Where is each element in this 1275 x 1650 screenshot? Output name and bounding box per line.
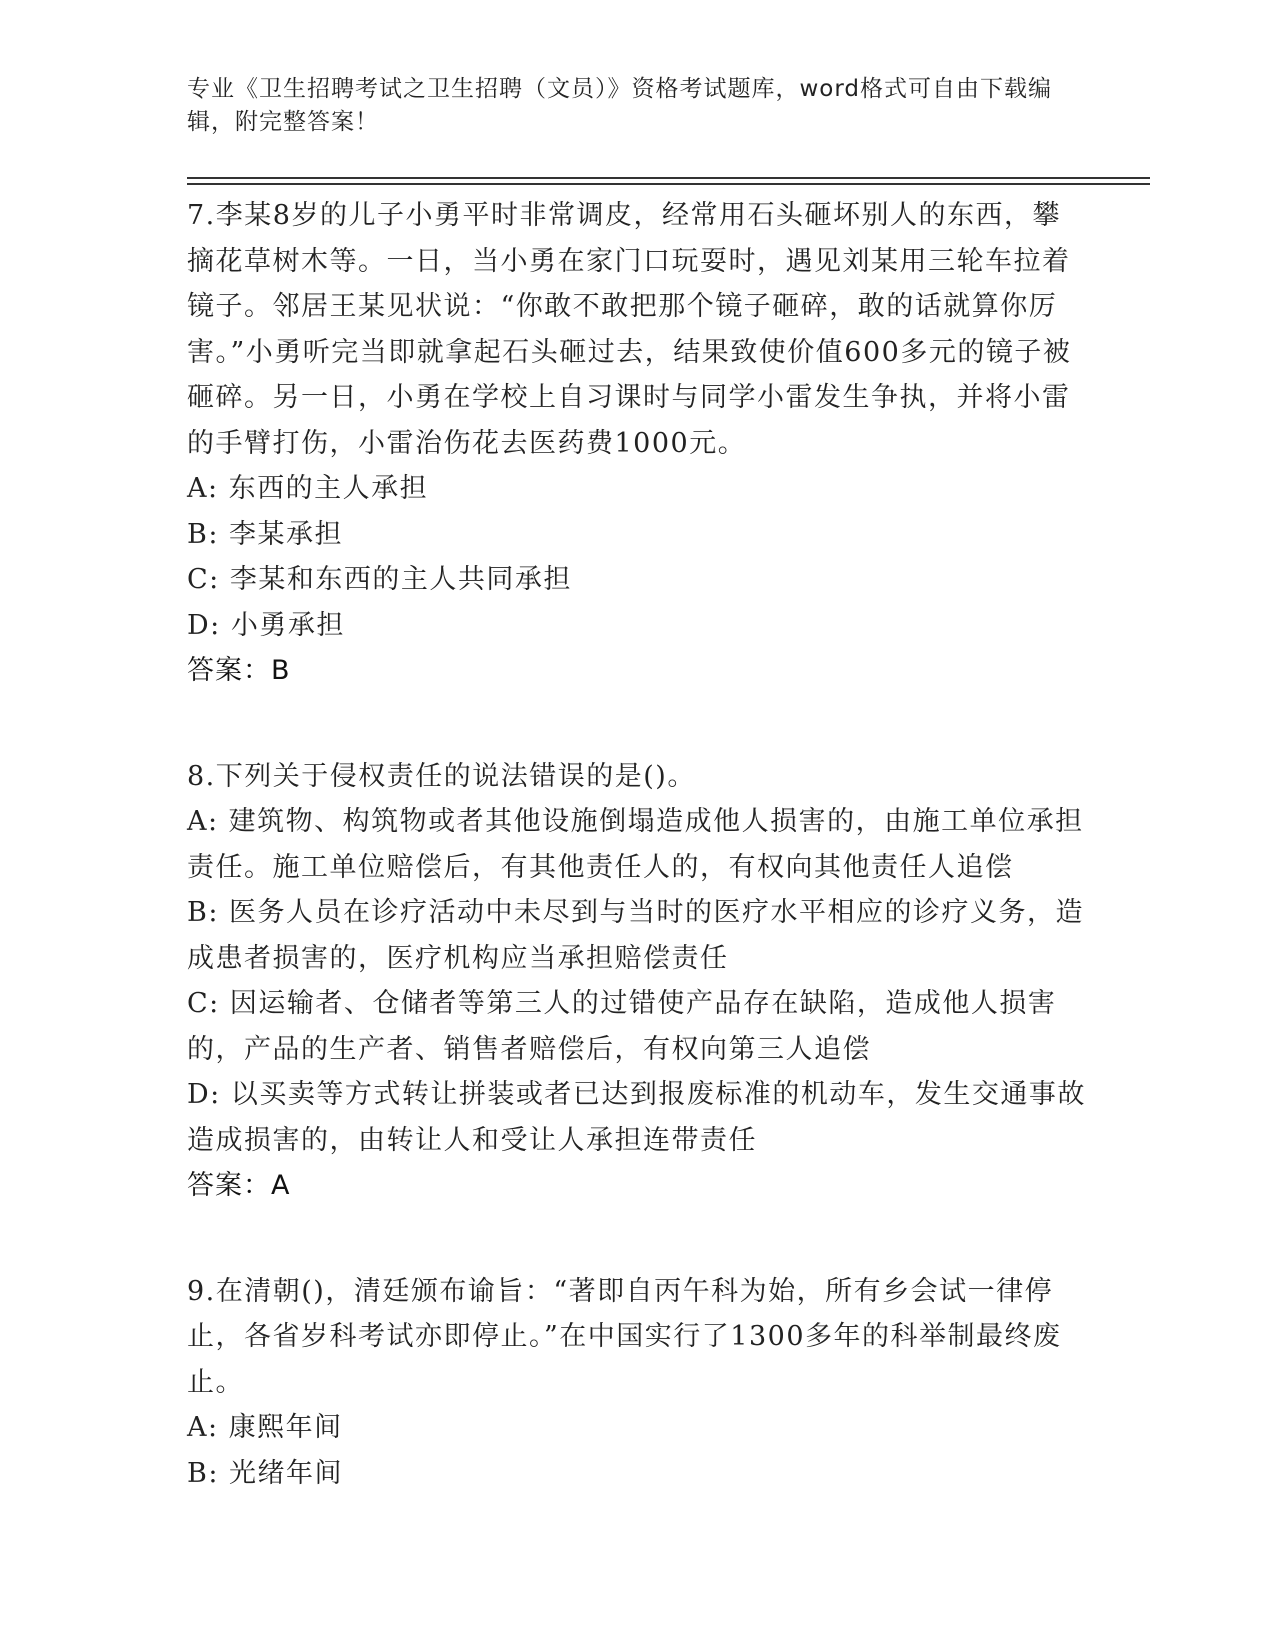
option-a: A: 建筑物、构筑物或者其他设施倒塌造成他人损害的，由施工单位承担责任。施工单位赔偿后，有其他责任人的，有权向其他责任人追偿 <box>187 806 1084 883</box>
question-stem: 8.下列关于侵权责任的说法错误的是()。 <box>187 760 696 792</box>
option-c: C: 李某和东西的主人共同承担 <box>187 564 572 595</box>
header-divider-bottom <box>187 183 1150 185</box>
answer-label: 答案：B <box>187 655 291 686</box>
header-divider-top <box>187 177 1150 179</box>
question-stem: 7.李某8岁的儿子小勇平时非常调皮，经常用石头砸坏别人的东西，攀摘花草树木等。一日，当小勇在家门口玩耍时，遇见刘某用三轮车拉着镜子。邻居王某见状说：“你敢不敢把那个镜子砸碎，敢的话就算你厉害。”小勇听完当即就拿起石头砸过去，结果致使价值600多元的镜子被砸碎。另一日，小勇在学校上自习课时与同学小雷发生争执，并将小雷的手臂打伤，小雷治伤花去医药费1000元。 <box>187 200 1072 459</box>
option-d: D: 小勇承担 <box>187 609 345 641</box>
option-b: B: 李某承担 <box>187 518 344 550</box>
question-8 <box>187 754 1087 1209</box>
option-a: A: 康熙年间 <box>187 1412 343 1443</box>
option-b: B: 医务人员在诊疗活动中未尽到与当时的医疗水平相应的诊疗义务，造成患者损害的，医疗机构应当承担赔偿责任 <box>187 897 1085 974</box>
option-b: B: 光绪年间 <box>187 1457 344 1489</box>
option-a: A: 东西的主人承担 <box>187 473 429 504</box>
question-7 <box>187 193 1087 694</box>
option-c: C: 因运输者、仓储者等第三人的过错使产品存在缺陷，造成他人损害的，产品的生产者、销售者赔偿后，有权向第三人追偿 <box>187 988 1057 1065</box>
question-9 <box>187 1269 1087 1497</box>
option-d: D: 以买卖等方式转让拼装或者已达到报废标准的机动车，发生交通事故造成损害的，由转让人和受让人承担连带责任 <box>187 1079 1086 1156</box>
answer-label: 答案：A <box>187 1170 291 1201</box>
document-header: 专业《卫生招聘考试之卫生招聘（文员）》资格考试题库，word格式可自由下载编辑，附完整答案！ <box>187 76 1053 135</box>
question-stem: 9.在清朝()，清廷颁布谕旨：“著即自丙午科为始，所有乡会试一律停止，各省岁科考试亦即停止。”在中国实行了1300多年的科举制最终废止。 <box>187 1275 1062 1398</box>
question-list <box>187 193 1087 1556</box>
